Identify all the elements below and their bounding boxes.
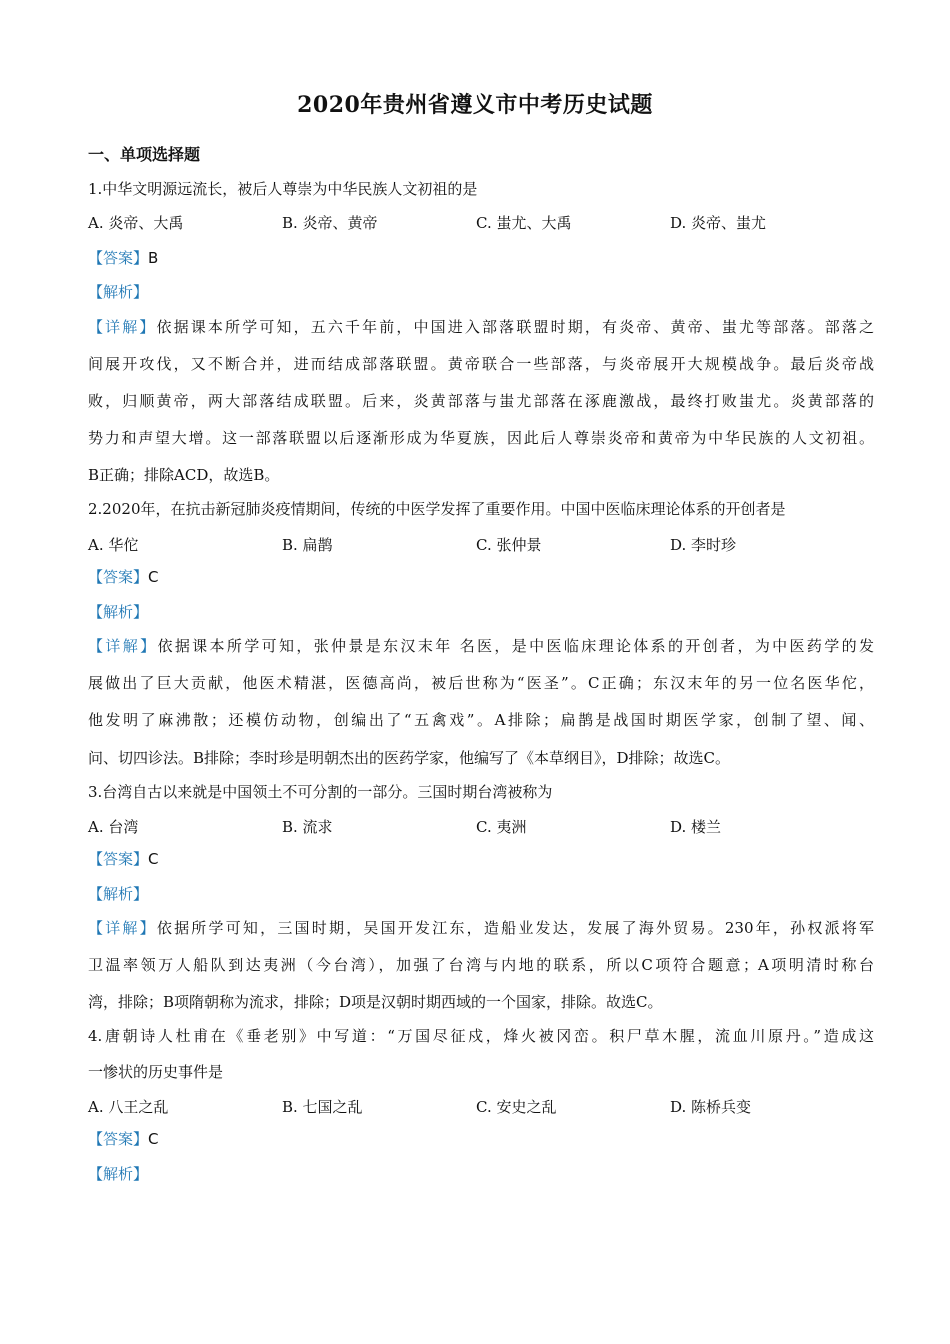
question-1-stem: 1.中华文明源远流长，被后人尊崇为中华民族人文初祖的是 xyxy=(88,180,478,198)
section-heading: 一、单项选择题 xyxy=(88,145,201,164)
detail-line: B正确；排除ACD，故选B。 xyxy=(88,466,280,484)
option-d: D. 炎帝、蚩尤 xyxy=(670,214,767,232)
answer-label: 【答案】 xyxy=(88,568,149,586)
detail-line: 问、切四诊法。B排除；李时珍是明朝杰出的医药学家，他编写了《本草纲目》，D排除；故选C。 xyxy=(88,749,731,767)
option-d: D. 陈桥兵变 xyxy=(670,1098,752,1116)
analysis-label: 【解析】 xyxy=(88,283,149,301)
option-b: B. 扁鹊 xyxy=(282,536,333,554)
option-a: A. 八王之乱 xyxy=(88,1098,169,1116)
detail-line xyxy=(88,316,874,337)
option-a: A. 炎帝、大禹 xyxy=(88,214,184,232)
detail-line: 败，归顺黄帝，两大部落结成联盟。后来，炎黄部落与蚩尤部落在涿鹿激战，最终打败蚩尤。炎黄部落的 xyxy=(88,392,874,410)
detail-text: 依据课本所学可知，张仲景是东汉末年 名医，是中医临床理论体系的开创者，为中医药学的发 xyxy=(157,637,874,655)
answer-line xyxy=(88,566,159,587)
detail-text: 依据所学可知，三国时期，吴国开发江东，造船业发达，发展了海外贸易。230年，孙权派将军 xyxy=(156,919,874,937)
answer-value: C xyxy=(148,1130,159,1148)
option-c: C. 安史之乱 xyxy=(476,1098,557,1116)
answer-label: 【答案】 xyxy=(88,1130,149,1148)
answer-value: C xyxy=(148,568,159,586)
question-2-stem: 2.2020年，在抗击新冠肺炎疫情期间，传统的中医学发挥了重要作用。中国中医临床理论体系的开创者是 xyxy=(88,500,786,518)
detail-line xyxy=(88,917,874,938)
option-b: B. 流求 xyxy=(282,818,333,836)
detail-line: 间展开攻伐，又不断合并，进而结成部落联盟。黄帝联合一些部落，与炎帝展开大规模战争。最后炎帝战 xyxy=(88,355,874,373)
page-title: 2020年贵州省遵义市中考历史试题 xyxy=(297,92,653,118)
detail-line xyxy=(88,635,874,656)
analysis-label: 【解析】 xyxy=(88,885,149,903)
analysis-label: 【解析】 xyxy=(88,1165,149,1183)
option-b: B. 七国之乱 xyxy=(282,1098,363,1116)
detail-line: 展做出了巨大贡献，他医术精湛，医德高尚，被后世称为“医圣”。C正确；东汉末年的另一位名医华佗， xyxy=(88,674,874,692)
answer-value: C xyxy=(148,850,159,868)
option-a: A. 台湾 xyxy=(88,818,139,836)
answer-label: 【答案】 xyxy=(88,249,149,267)
detail-line: 卫温率领万人船队到达夷洲（今台湾），加强了台湾与内地的联系，所以C项符合题意；A项明清时称台 xyxy=(88,956,874,974)
detail-line: 湾，排除；B项隋朝称为流求，排除；D项是汉朝时期西域的一个国家，排除。故选C。 xyxy=(88,993,663,1011)
question-4-stem: 4.唐朝诗人杜甫在《垂老别》中写道：“万国尽征戍，烽火被冈峦。积尸草木腥，流血川原丹。”造成这 xyxy=(88,1027,874,1045)
detail-line: 势力和声望大增。这一部落联盟以后逐渐形成为华夏族，因此后人尊崇炎帝和黄帝为中华民族的人文初祖。 xyxy=(88,429,874,447)
detail-label: 【详解】 xyxy=(88,318,157,336)
question-3-stem: 3.台湾自古以来就是中国领土不可分割的一部分。三国时期台湾被称为 xyxy=(88,783,553,801)
answer-label: 【答案】 xyxy=(88,850,149,868)
detail-line: 他发明了麻沸散；还模仿动物，创编出了“五禽戏”。A排除；扁鹊是战国时期医学家，创制了望、闻、 xyxy=(88,711,874,729)
option-d: D. 李时珍 xyxy=(670,536,737,554)
option-c: C. 张仲景 xyxy=(476,536,542,554)
question-4-stem-cont: 一惨状的历史事件是 xyxy=(88,1063,224,1081)
detail-text: 依据课本所学可知，五六千年前，中国进入部落联盟时期，有炎帝、黄帝、蚩尤等部落。部落之 xyxy=(156,318,874,336)
analysis-label: 【解析】 xyxy=(88,603,149,621)
answer-line xyxy=(88,848,159,869)
detail-label: 【详解】 xyxy=(88,919,157,937)
answer-line xyxy=(88,247,158,268)
option-a: A. 华佗 xyxy=(88,536,139,554)
answer-value: B xyxy=(148,249,159,267)
option-c: C. 蚩尤、大禹 xyxy=(476,214,572,232)
detail-label: 【详解】 xyxy=(88,637,158,655)
option-b: B. 炎帝、黄帝 xyxy=(282,214,378,232)
option-c: C. 夷洲 xyxy=(476,818,527,836)
answer-line xyxy=(88,1128,159,1149)
option-d: D. 楼兰 xyxy=(670,818,722,836)
